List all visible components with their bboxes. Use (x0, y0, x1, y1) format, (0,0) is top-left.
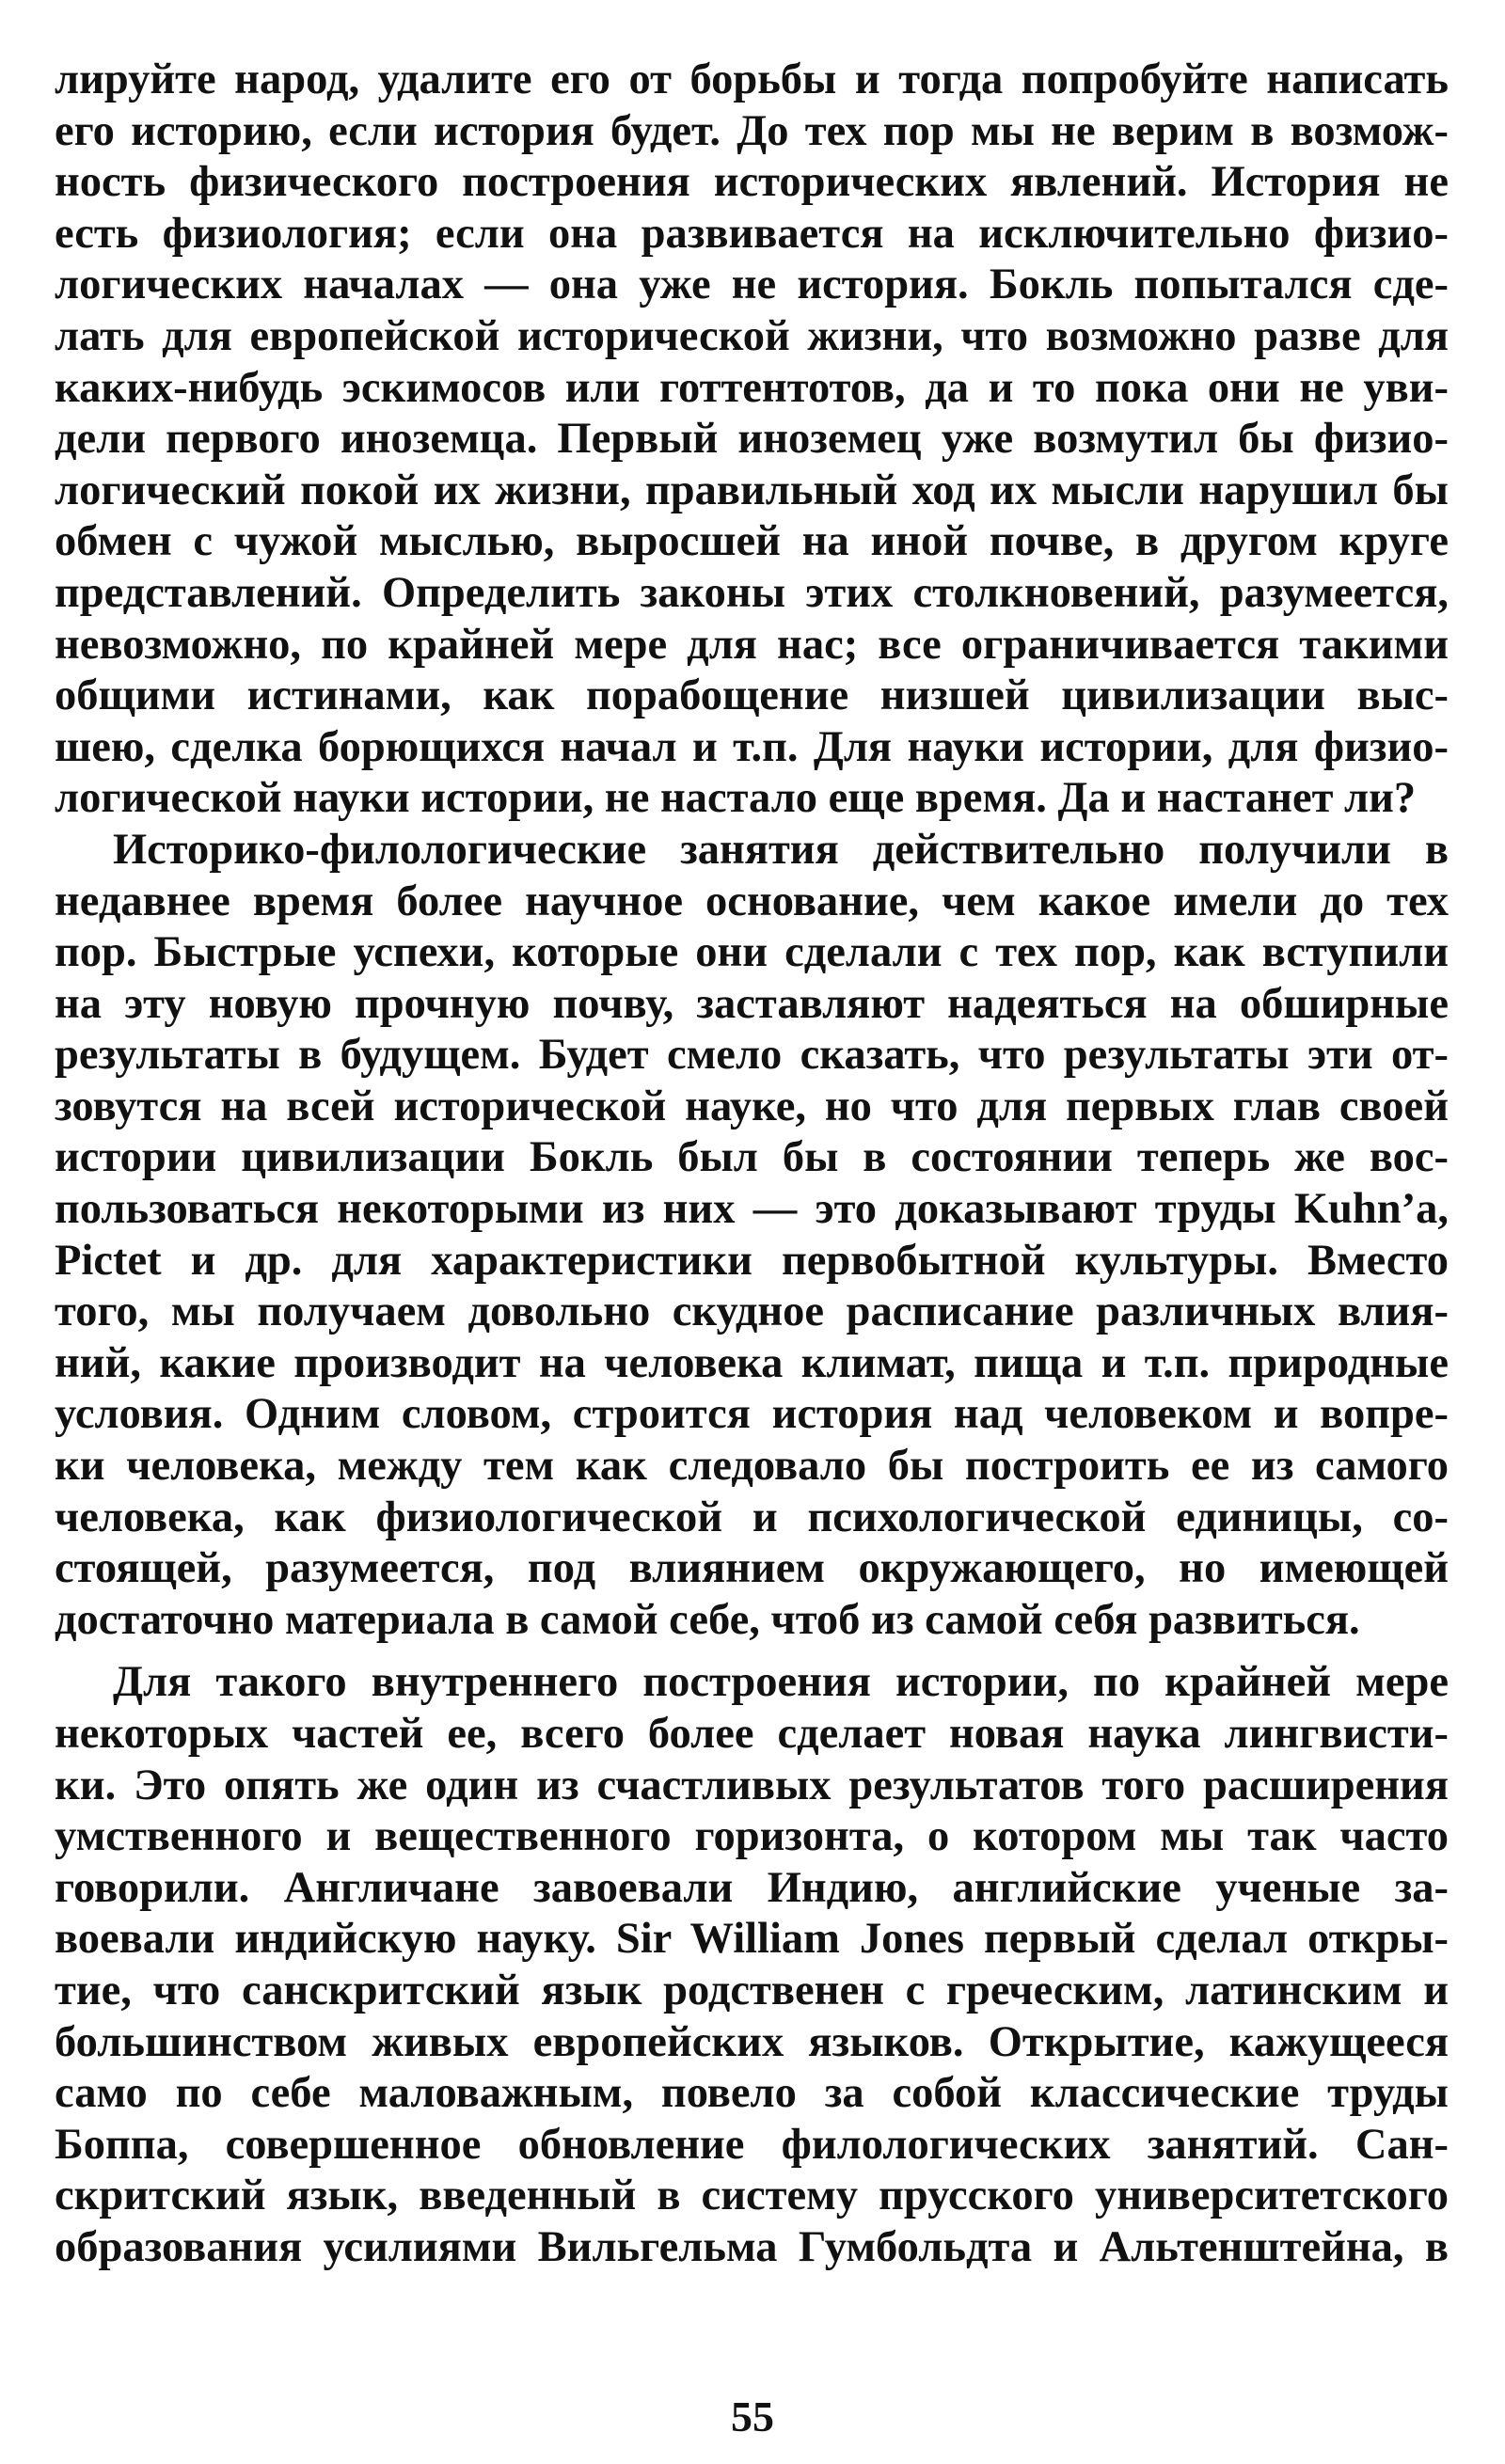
text-line: ний, какие производит на человека климат, пища и т.п. природные (55, 1338, 1449, 1387)
text-line: дели первого иноземца. Первый иноземец уже возмутил бы физио- (55, 415, 1449, 464)
text-line: некоторых частей ее, всего более сделает новая наука лингвисти- (55, 1710, 1449, 1758)
page-number: 55 (731, 2393, 774, 2440)
text-line: стоящей, разумеется, под влиянием окружающего, но имеющей (55, 1544, 1449, 1593)
text-line: скритский язык, введенный в систему прусского университетского (55, 2172, 1449, 2220)
paragraph (55, 1657, 1449, 2273)
text-line: представлений. Определить законы этих столкновений, разумеется, (55, 568, 1449, 617)
text-line: того, мы получаем довольно скудное расписание различных влия- (55, 1287, 1449, 1336)
text-line: тие, что санскритский язык родственен с греческим, латинским и (55, 1966, 1449, 2014)
text-line: большинством живых европейских языков. Открытие, кажущееся (55, 2017, 1449, 2066)
text-line: пользоваться некоторыми из них — это доказывают труды Kuhn’a, (55, 1185, 1449, 1234)
text-line: условия. Одним словом, строится история над человеком и вопре- (55, 1390, 1449, 1439)
text-line: лать для европейской исторической жизни, что возможно разве для (55, 311, 1449, 360)
text-line: каких-нибудь эскимосов или готтентотов, да и то пока они не уви- (55, 363, 1449, 412)
text-line: Для такого внутреннего построения истории, по крайней мере (113, 1658, 1449, 1707)
text-line: логической науки истории, не настало еще время. Да и настанет ли? (55, 774, 1417, 823)
text-line: логических началах — она уже не история. Бокль попытался сде- (55, 261, 1449, 309)
text-line: на эту новую прочную почву, заставляют надеяться на обширные (55, 979, 1449, 1028)
text-line: Pictet и др. для характеристики первобытной культуры. Вместо (55, 1236, 1449, 1285)
text-line: ки человека, между тем как следовало бы построить ее из самого (55, 1442, 1449, 1491)
text-line: пор. Быстрые успехи, которые они сделали с тех пор, как вступили (55, 928, 1449, 977)
text-line: есть физиология; если она развивается на исключительно физио- (55, 209, 1449, 258)
text-line: Боппа, совершенное обновление филологических занятий. Сан- (55, 2120, 1449, 2169)
text-line: невозможно, по крайней мере для нас; все ограничивается такими (55, 620, 1449, 669)
text-line: образования усилиями Вильгельма Гумбольдта и Альтенштейна, в (55, 2222, 1449, 2271)
page-body (55, 55, 1449, 2274)
text-line: лируйте народ, удалите его от борьбы и тогда попробуйте написать (55, 55, 1449, 103)
text-line: общими истинами, как порабощение низшей цивилизации выс- (55, 671, 1449, 720)
text-line: ки. Это опять же один из счастливых результатов того расширения (55, 1761, 1449, 1809)
paragraph-gap (55, 1646, 1449, 1657)
text-line: говорили. Англичане завоевали Индию, английские ученые за- (55, 1863, 1449, 1912)
text-line: умственного и вещественного горизонта, о котором мы так часто (55, 1812, 1449, 1861)
text-line: недавнее время более научное основание, чем какое имели до тех (55, 877, 1449, 925)
text-line: логический покой их жизни, правильный ход их мысли нарушил бы (55, 466, 1449, 514)
text-line: истории цивилизации Бокль был бы в состоянии теперь же вос- (55, 1133, 1449, 1182)
text-line: результаты в будущем. Будет смело сказать, что результаты эти от- (55, 1031, 1449, 1080)
text-line: шею, сделка борющихся начал и т.п. Для науки истории, для физио- (55, 722, 1449, 771)
text-line: его историю, если история будет. До тех пор мы не верим в возмож- (55, 106, 1449, 155)
paragraph (55, 825, 1449, 1647)
paragraph (55, 55, 1449, 825)
text-line: само по себе маловажным, повело за собой классические труды (55, 2069, 1449, 2118)
text-line: обмен с чужой мыслью, выросшей на иной почве, в другом круге (55, 517, 1449, 566)
text-line: человека, как физиологической и психологической единицы, со- (55, 1493, 1449, 1541)
text-line: Историко-филологические занятия действительно получили в (113, 825, 1449, 874)
text-line: зовутся на всей исторической науке, но что для первых глав своей (55, 1082, 1449, 1130)
text-line: достаточно материала в самой себе, чтоб из самой себя развиться. (55, 1595, 1360, 1644)
text-line: воевали индийскую науку. Sir William Jones первый сделал откры- (55, 1915, 1449, 1964)
text-line: ность физического построения исторических явлений. История не (55, 158, 1449, 207)
